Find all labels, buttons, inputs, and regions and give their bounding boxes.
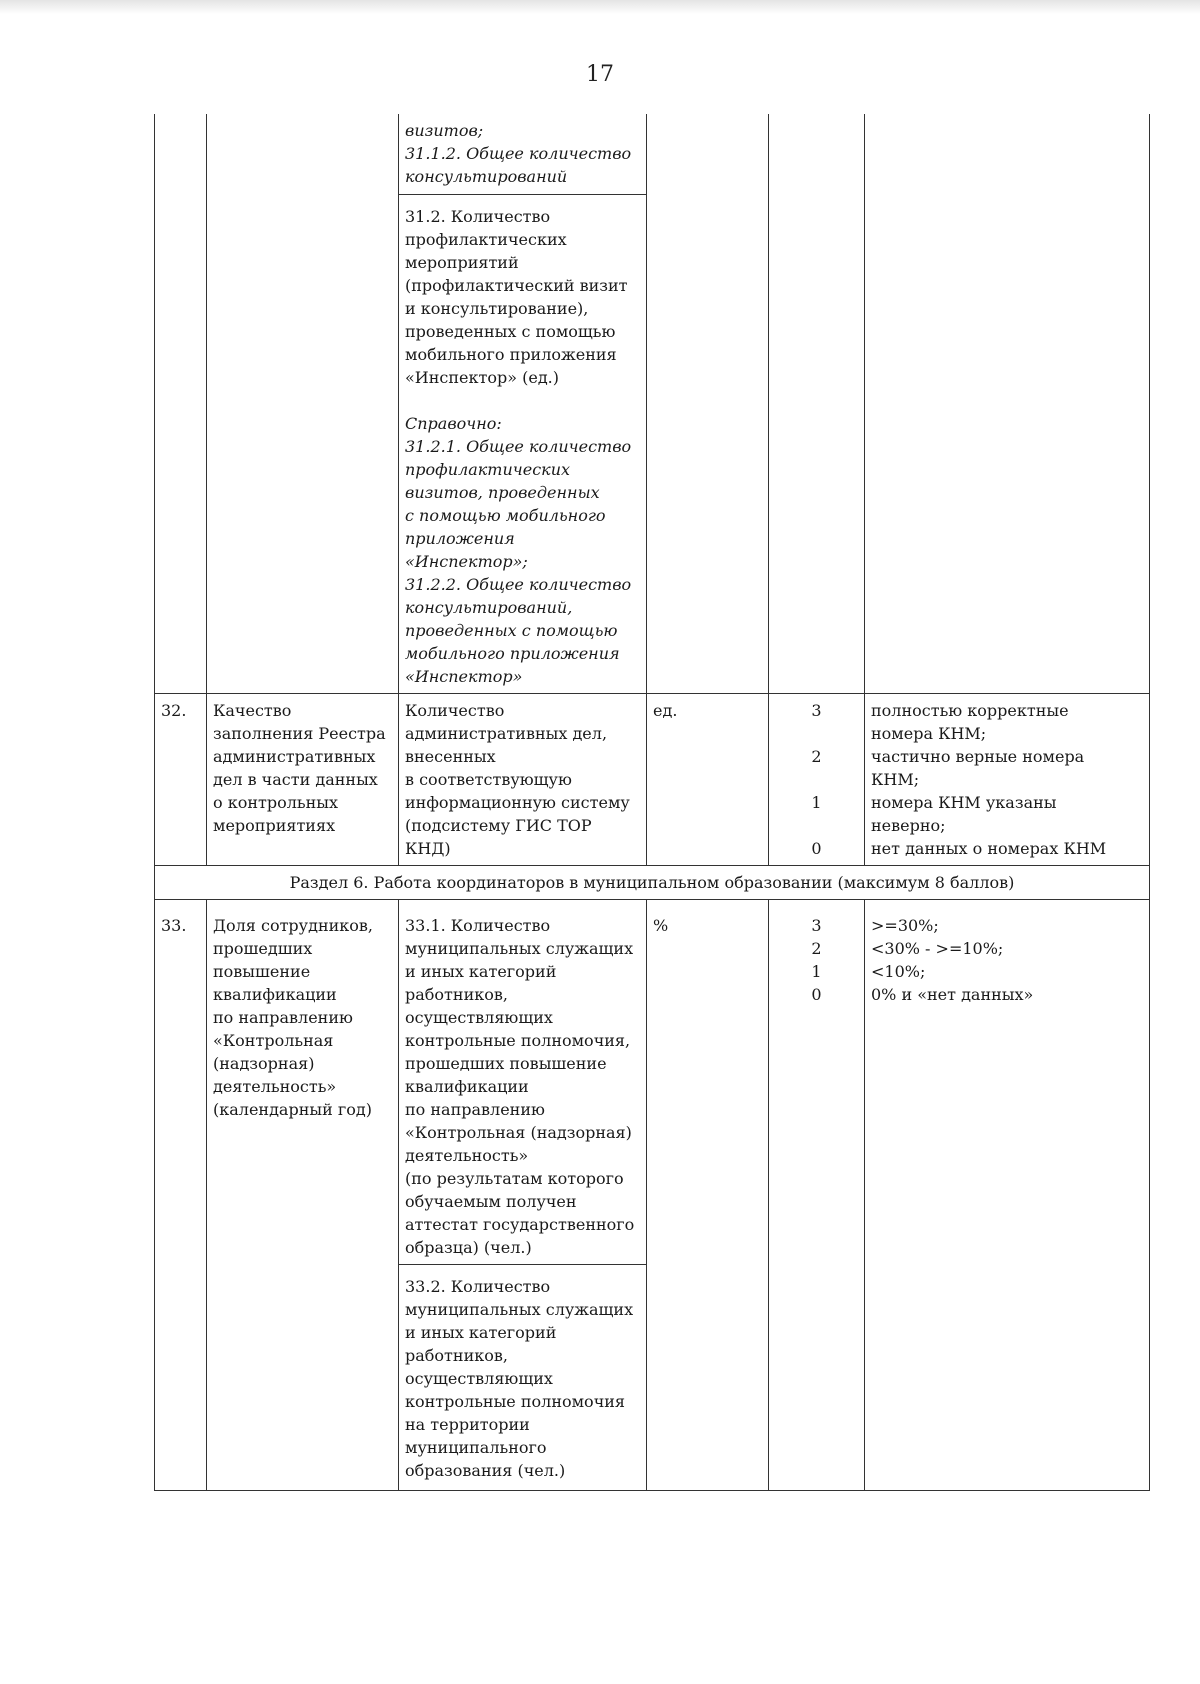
text-line: визитов, проведенных bbox=[405, 483, 600, 502]
text-line: консультирований, bbox=[405, 598, 573, 617]
text-line: «Инспектор» bbox=[405, 667, 523, 686]
row32-indicator bbox=[399, 694, 647, 866]
points-value: 3 bbox=[811, 701, 822, 720]
text-line: <30% - >=10%; bbox=[871, 939, 1004, 958]
page-number: 17 bbox=[586, 62, 614, 87]
text-line: Справочно: bbox=[405, 414, 502, 433]
text-line: неверно; bbox=[871, 816, 946, 835]
points-value: 1 bbox=[811, 962, 822, 981]
text-line: квалификации bbox=[405, 1077, 529, 1096]
row31-name-cell bbox=[207, 114, 399, 694]
text-line: по направлению bbox=[405, 1100, 545, 1119]
text-line: по направлению bbox=[213, 1008, 353, 1027]
text-line: Качество bbox=[213, 701, 292, 720]
text-line: и консультирование), bbox=[405, 299, 589, 318]
text-line: >=30%; bbox=[871, 916, 939, 935]
points-value: 0 bbox=[811, 839, 822, 858]
points-value: 2 bbox=[811, 747, 822, 766]
text-line: полностью корректные bbox=[871, 701, 1069, 720]
text-line: квалификации bbox=[213, 985, 337, 1004]
points-value: 0 bbox=[811, 985, 822, 1004]
row33-criteria bbox=[865, 900, 1150, 1491]
table-row-31-cont-a bbox=[155, 114, 1150, 195]
row31-reference-31-2 bbox=[405, 412, 640, 688]
text-line: работников, bbox=[405, 1346, 508, 1365]
text-line: приложения «Инспектор»; bbox=[405, 529, 528, 571]
points-value: 3 bbox=[811, 916, 822, 935]
text-line: 33.1. Количество bbox=[405, 916, 551, 935]
row33-num: 33. bbox=[155, 900, 207, 1491]
row31-criteria-cell bbox=[865, 114, 1150, 694]
text-line: с помощью мобильного bbox=[405, 506, 606, 525]
text-line: и иных категорий bbox=[405, 962, 557, 981]
text-line: «Контрольная (надзорная) bbox=[405, 1123, 632, 1142]
section-6-header-row bbox=[155, 866, 1150, 900]
text-line: о контрольных bbox=[213, 793, 339, 812]
text-line: мобильного приложения bbox=[405, 345, 617, 364]
text-line: (подсистему ГИС ТОР bbox=[405, 816, 592, 835]
text-line: административных bbox=[213, 747, 376, 766]
row31-points-cell bbox=[769, 114, 865, 694]
row33-points bbox=[769, 900, 865, 1491]
text-line: деятельность» bbox=[405, 1146, 529, 1165]
text-line: мероприятиях bbox=[213, 816, 336, 835]
text-line: 0% и «нет данных» bbox=[871, 985, 1034, 1004]
text-line: мобильного приложения bbox=[405, 644, 620, 663]
text-line: 31.2. Количество bbox=[405, 207, 551, 226]
text-line: проведенных с помощью bbox=[405, 621, 618, 640]
row33-name bbox=[207, 900, 399, 1491]
row32-criteria bbox=[865, 694, 1150, 866]
text-line: «Инспектор» (ед.) bbox=[405, 368, 559, 387]
text-line: на территории bbox=[405, 1415, 530, 1434]
text-line: муниципального bbox=[405, 1438, 547, 1457]
criteria-table bbox=[154, 114, 1150, 1491]
text-line: осуществляющих bbox=[405, 1008, 553, 1027]
text-line: аттестат государственного bbox=[405, 1215, 635, 1234]
text-line: проведенных с помощью bbox=[405, 322, 616, 341]
text-line: (профилактический визит bbox=[405, 276, 628, 295]
text-line: в соответствующую bbox=[405, 770, 572, 789]
table-row-33-a bbox=[155, 900, 1150, 1265]
text-line: номера КНМ; bbox=[871, 724, 987, 743]
text-line: нет данных о номерах КНМ bbox=[871, 839, 1107, 858]
row32-points bbox=[769, 694, 865, 866]
row31-num-cell bbox=[155, 114, 207, 694]
text-line: <10%; bbox=[871, 962, 926, 981]
text-line: дел в части данных bbox=[213, 770, 378, 789]
text-line: административных дел, bbox=[405, 724, 608, 743]
text-line: КНМ; bbox=[871, 770, 920, 789]
points-value: 2 bbox=[811, 939, 822, 958]
text-line: Количество bbox=[405, 701, 505, 720]
row31-unit-cell bbox=[647, 114, 769, 694]
text-line: работников, bbox=[405, 985, 508, 1004]
text-line: 33.2. Количество bbox=[405, 1277, 551, 1296]
text-line: профилактических bbox=[405, 460, 571, 479]
row31-indicator-31-2 bbox=[399, 195, 647, 694]
text-line: прошедших повышение bbox=[405, 1054, 607, 1073]
text-line: контрольные полномочия, bbox=[405, 1031, 631, 1050]
text-line: мероприятий bbox=[405, 253, 519, 272]
text-line: прошедших bbox=[213, 939, 313, 958]
scan-edge-shadow bbox=[0, 0, 1200, 14]
text-line: 31.2.2. Общее количество bbox=[405, 575, 632, 594]
text-line: образца) (чел.) bbox=[405, 1238, 532, 1257]
text-line: осуществляющих bbox=[405, 1369, 553, 1388]
row32-num: 32. bbox=[155, 694, 207, 866]
text-line: (календарный год) bbox=[213, 1100, 372, 1119]
text-line: муниципальных служащих bbox=[405, 939, 634, 958]
text-line: КНД) bbox=[405, 839, 451, 858]
points-value: 1 bbox=[811, 793, 822, 812]
row31-reference-top bbox=[399, 114, 647, 195]
row33-indicator-33-2 bbox=[399, 1265, 647, 1491]
text-line: заполнения Реестра bbox=[213, 724, 386, 743]
text-line: и иных категорий bbox=[405, 1323, 557, 1342]
text-line: Доля сотрудников, bbox=[213, 916, 373, 935]
row33-indicator-33-1 bbox=[399, 900, 647, 1265]
table-row-32 bbox=[155, 694, 1150, 866]
text-line: информационную систему bbox=[405, 793, 630, 812]
text-line: номера КНМ указаны bbox=[871, 793, 1057, 812]
row33-unit: % bbox=[647, 900, 769, 1491]
text-line: визитов; bbox=[405, 121, 484, 140]
text-line: повышение bbox=[213, 962, 311, 981]
text-line: (надзорная) bbox=[213, 1054, 315, 1073]
text-line: внесенных bbox=[405, 747, 496, 766]
text-line: консультирований bbox=[405, 167, 568, 186]
row32-unit: ед. bbox=[647, 694, 769, 866]
text-line: контрольные полномочия bbox=[405, 1392, 626, 1411]
text-line: «Контрольная bbox=[213, 1031, 334, 1050]
text-line: (по результатам которого bbox=[405, 1169, 624, 1188]
text-line: муниципальных служащих bbox=[405, 1300, 634, 1319]
text-line: обучаемым получен bbox=[405, 1192, 577, 1211]
text-line: образования (чел.) bbox=[405, 1461, 566, 1480]
row32-name bbox=[207, 694, 399, 866]
text-line: 31.1.2. Общее количество bbox=[405, 144, 632, 163]
text-line: 31.2.1. Общее количество bbox=[405, 437, 632, 456]
text-line: частично верные номера bbox=[871, 747, 1085, 766]
section-6-title: Раздел 6. Работа координаторов в муниципальном образовании (максимум 8 баллов) bbox=[155, 866, 1150, 900]
text-line: профилактических bbox=[405, 230, 567, 249]
text-line: деятельность» bbox=[213, 1077, 337, 1096]
